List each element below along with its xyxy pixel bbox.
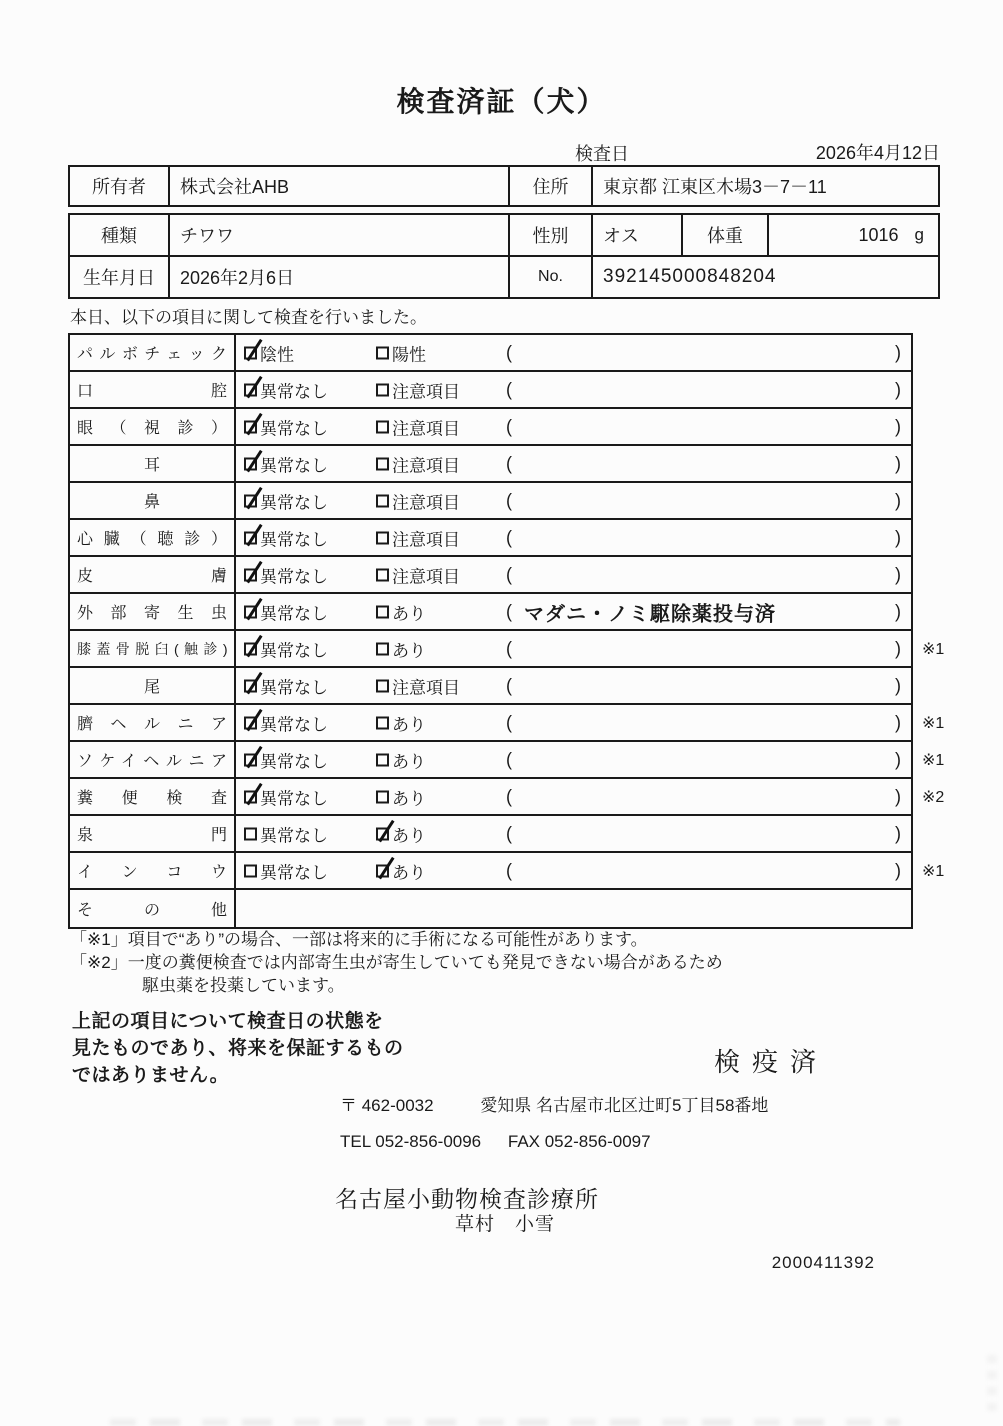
checkup-option-2-label: 注意項目 [392,678,460,697]
checkup-option-2-label: 注意項目 [392,419,460,438]
checkup-remark: マダニ・ノミ駆除薬投与済 [524,603,776,625]
paren-open: ( [506,675,512,695]
footnote-1: 「※1」項目で“あり”の場合、一部は将来的に手術になる可能性があります。 [70,930,648,949]
disclaimer [72,1008,404,1089]
paren-close: ) [895,712,901,732]
checkbox-icon [376,383,389,396]
checkup-option-1 [244,784,328,809]
checkup-item-label-cell [70,594,236,629]
checkbox-icon [376,605,389,618]
checkup-option-2-label: あり [392,604,426,623]
scan-artifact [110,1419,900,1426]
checkup-option-2-label: 注意項目 [392,456,460,475]
checkup-item-label-cell [70,335,236,370]
paren-open: ( [506,342,512,362]
checkup-option-1 [244,673,328,698]
weight-label: 体重 [683,215,769,255]
paren-open: ( [506,416,512,436]
checkup-item-content [236,668,911,703]
checkup-item-label: 心臓（聴診） [77,531,227,548]
clinic-fax: FAX 052-856-0097 [507,1132,651,1151]
checkup-option-2-label: あり [392,863,426,882]
checkbox-icon [244,716,257,729]
checkup-option-2 [376,377,460,402]
checkup-option-1 [244,562,328,587]
paren-close: ) [895,490,901,510]
checkup-row [70,335,911,372]
checkup-option-2 [376,858,426,883]
checkup-item-content [236,446,911,481]
exam-date-label: 検査日 [575,144,629,164]
checkup-item-label-cell [70,668,236,703]
checkbox-icon [376,420,389,433]
paren-close: ) [895,564,901,584]
owner-address-label: 住所 [510,167,593,205]
checkup-option-1-label: 異常なし [260,752,328,771]
paren-open: ( [506,379,512,399]
checkup-item-content [236,594,911,629]
checkup-option-1-label: 異常なし [260,789,328,808]
checkup-option-1 [244,488,328,513]
number-value: 392145000848204 [603,266,777,287]
checkup-item-label-cell [70,853,236,888]
checkup-item-label: 糞便検査 [77,790,227,807]
pet-row-1 [70,215,938,255]
birth-value: 2026年2月6日 [170,257,510,297]
paren-close: ) [895,823,901,843]
checkbox-icon [376,790,389,803]
clinic-tel: TEL 052-856-0096 [340,1132,482,1151]
checkup-option-1-label: 異常なし [260,863,328,882]
paren-open: ( [506,860,512,880]
paren-close: ) [895,453,901,473]
checkup-option-2 [376,636,426,661]
pet-row-2 [70,255,938,297]
checkup-option-2 [376,710,426,735]
paren-close: ) [895,675,901,695]
checkup-option-1-label: 異常なし [260,530,328,549]
checkup-option-1-label: 異常なし [260,641,328,660]
footnotes [70,928,723,997]
checkup-row [70,483,911,520]
paren-close: ) [895,749,901,769]
checkup-item-label: ソケイヘルニア [77,753,227,770]
checkup-item-label-cell [70,742,236,777]
checkup-option-1-label: 異常なし [260,567,328,586]
scan-artifact [987,1355,997,1415]
intro-text: 本日、以下の項目に関して検査を行いました。 [70,308,427,327]
paren-close: ) [895,601,901,621]
footnote-2-continued: 駆虫薬を投薬しています。 [142,976,345,995]
checkup-item-label: 皮膚 [77,568,227,585]
checkup-option-2-label: 注意項目 [392,493,460,512]
clinic-phone-row [340,1132,651,1152]
checkup-item-content [236,483,911,518]
checkup-item-label-cell [70,483,236,518]
disclaimer-line-3: ではありません。 [72,1065,230,1086]
checkup-item-label-cell [70,631,236,666]
checkup-row [70,557,911,594]
checkup-item-content [236,816,911,851]
checkup-row [70,372,911,409]
checkup-option-2 [376,451,460,476]
checkbox-icon [376,753,389,766]
checkup-item-label: 口腔 [77,383,227,400]
checkup-item-content [236,853,911,888]
disclaimer-line-1: 上記の項目について検査日の状態を [72,1011,384,1032]
checkup-option-1 [244,821,328,846]
checkbox-icon [376,716,389,729]
checkbox-icon [244,568,257,581]
sex-value: オス [593,215,683,255]
paren-open: ( [506,712,512,732]
species-value: チワワ [170,215,510,255]
checkbox-icon [376,568,389,581]
checkup-item-label: インコウ [77,864,227,881]
checkup-row [70,779,945,816]
checkup-option-2-label: 注意項目 [392,382,460,401]
checkup-footnote-mark: ※1 [922,640,945,658]
checkup-option-2 [376,784,426,809]
checkbox-icon [244,346,257,359]
checkup-item-label-cell [70,372,236,407]
checkup-option-2 [376,488,460,513]
checkup-item-label-cell [70,446,236,481]
checkup-option-2-label: あり [392,752,426,771]
paren-open: ( [506,490,512,510]
paren-open: ( [506,601,512,621]
checkup-option-2 [376,340,426,365]
checkbox-icon [244,679,257,692]
checkup-option-1-label: 異常なし [260,604,328,623]
checkup-item-label: 臍ヘルニア [77,716,227,733]
checkbox-icon [244,827,257,840]
checkbox-icon [244,457,257,470]
checkup-option-1 [244,710,328,735]
checkup-option-1-label: 異常なし [260,826,328,845]
number-label: No. [510,257,593,297]
checkup-option-2-label: あり [392,715,426,734]
checkbox-icon [376,864,389,877]
checkup-item-label: 眼（視診） [77,420,227,437]
checkup-row [70,446,911,483]
checkup-row [70,853,945,890]
checkup-item-content [236,890,911,927]
checkup-option-1-label: 異常なし [260,456,328,475]
checkup-item-label: 鼻 [143,494,160,511]
checkup-row [70,668,911,705]
checkup-item-content [236,779,911,814]
checkbox-icon [244,753,257,766]
weight-value [769,215,938,255]
veterinarian-name: 草村 小雪 [455,1214,556,1235]
paren-open: ( [506,638,512,658]
checkup-option-1-label: 異常なし [260,715,328,734]
paren-open: ( [506,527,512,547]
checkup-item-label-cell [70,816,236,851]
sex-label: 性別 [510,215,593,255]
checkbox-icon [244,531,257,544]
checkbox-icon [244,642,257,655]
checkup-row [70,890,911,927]
checkup-item-label: 外部寄生虫 [77,605,227,622]
owner-value: 株式会社AHB [170,167,510,205]
paren-close: ) [895,638,901,658]
checkup-option-1 [244,451,328,476]
checkup-item-content [236,335,911,370]
paren-close: ) [895,379,901,399]
checkup-option-2 [376,414,460,439]
checkup-row [70,520,911,557]
checkup-option-1-label: 異常なし [260,382,328,401]
checkup-table [68,333,945,929]
checkup-option-1 [244,340,294,365]
paren-close: ) [895,786,901,806]
checkup-item-label: 尾 [143,679,160,696]
checkup-option-1 [244,377,328,402]
checkup-option-2-label: 陽性 [392,345,426,364]
clinic-postal-code: 〒 462-0032 [340,1096,434,1115]
checkup-item-content [236,705,911,740]
birth-label: 生年月日 [70,257,170,297]
checkup-item-label: 耳 [143,457,160,474]
checkup-option-1 [244,636,328,661]
checkbox-icon [244,605,257,618]
checkup-item-content [236,409,911,444]
checkup-row [70,409,911,446]
weight-number: 1016 [858,224,899,245]
checkup-option-1 [244,525,328,550]
checkbox-icon [376,642,389,655]
owner-row [70,167,938,205]
checkup-item-content [236,742,911,777]
page-title: 検査済証（犬） [396,86,607,117]
checkup-item-label: その他 [77,902,227,919]
checkbox-icon [244,790,257,803]
checkbox-icon [376,679,389,692]
checkup-option-1 [244,599,328,624]
owner-table [68,165,940,207]
checkup-item-content [236,557,911,592]
paren-open: ( [506,786,512,806]
checkup-footnote-mark: ※1 [922,751,945,769]
checkup-option-1-label: 異常なし [260,419,328,438]
clinic-address: 愛知県 名古屋市北区辻町5丁目58番地 [480,1096,769,1115]
checkbox-icon [376,346,389,359]
clinic-name: 名古屋小動物検査診療所 [335,1186,599,1212]
owner-address-value: 東京都 江東区木場3－7－11 [603,177,827,197]
checkup-item-label-cell [70,409,236,444]
checkup-option-1 [244,414,328,439]
species-label: 種類 [70,215,170,255]
paren-close: ) [895,342,901,362]
checkup-footnote-mark: ※1 [922,714,945,732]
checkup-row [70,742,945,779]
disclaimer-line-2: 見たものであり、将来を保証するもの [72,1038,404,1059]
checkup-option-1-label: 異常なし [260,678,328,697]
checkup-row [70,594,911,631]
checkbox-icon [376,827,389,840]
paren-open: ( [506,823,512,843]
checkup-option-2 [376,821,426,846]
checkup-item-content [236,372,911,407]
checkup-option-2 [376,747,426,772]
footnote-2: 「※2」一度の糞便検査では内部寄生虫が寄生していても発見できない場合があるため [70,953,723,972]
checkup-item-label: 泉門 [77,827,227,844]
checkbox-icon [244,864,257,877]
checkup-row [70,631,945,668]
weight-unit: g [914,225,924,244]
checkup-option-1-label: 陰性 [260,345,294,364]
exam-date-value: 2026年4月12日 [815,143,940,163]
paren-close: ) [895,527,901,547]
checkup-option-2-label: あり [392,789,426,808]
clinic-address-row [340,1091,768,1116]
checkbox-icon [376,531,389,544]
checkbox-icon [244,383,257,396]
checkup-option-2-label: あり [392,641,426,660]
checkbox-icon [376,494,389,507]
checkup-option-2-label: あり [392,826,426,845]
checkup-option-2-label: 注意項目 [392,530,460,549]
checkbox-icon [376,457,389,470]
checkup-footnote-mark: ※1 [922,862,945,880]
checkup-row [70,816,911,853]
paren-open: ( [506,453,512,473]
checkup-option-2 [376,673,460,698]
checkup-option-2 [376,562,460,587]
paren-close: ) [895,860,901,880]
checkup-option-2 [376,525,460,550]
checkup-option-1 [244,858,328,883]
checkup-item-label: パルボチェック [77,346,227,363]
serial-number: 2000411392 [771,1253,875,1272]
checkup-item-label-cell [70,705,236,740]
checkup-option-1 [244,747,328,772]
checkup-item-label-cell [70,520,236,555]
pet-table [68,213,940,299]
checkup-option-2-label: 注意項目 [392,567,460,586]
owner-label: 所有者 [70,167,170,205]
checkup-item-content [236,631,911,666]
paren-open: ( [506,564,512,584]
checkbox-icon [244,420,257,433]
checkup-item-label-cell [70,779,236,814]
checkup-item-label: 膝蓋骨脱臼(触診) [77,640,227,657]
checkbox-icon [244,494,257,507]
paren-open: ( [506,749,512,769]
checkup-item-label-cell [70,890,236,927]
checkup-option-2 [376,599,426,624]
checkup-option-1-label: 異常なし [260,493,328,512]
checkup-row [70,705,945,742]
paren-close: ) [895,416,901,436]
checkup-item-label-cell [70,557,236,592]
checkup-footnote-mark: ※2 [922,788,945,806]
quarantine-stamp: 検疫済 [714,1047,829,1077]
checkup-item-content [236,520,911,555]
